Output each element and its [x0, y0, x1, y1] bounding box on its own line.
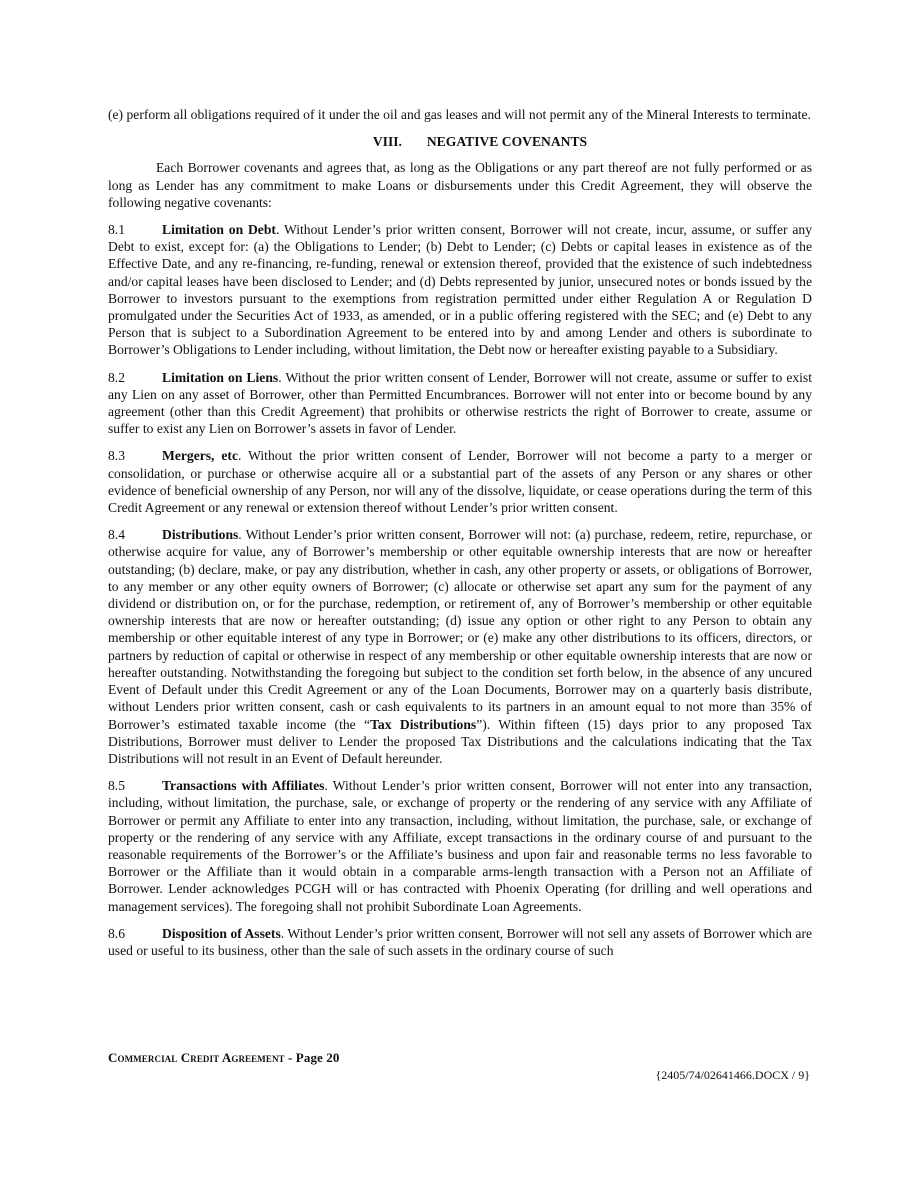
section-number: 8.1 — [108, 222, 125, 238]
section-body: . Without Lender’s prior written consent, Borrower will not enter into any transaction, including, without limitation, the purchase, sale, or exchange of property or the rendering of any service with any Affiliate of Borrower or permit any Affiliate to enter into any transaction, including, without limitation, the purchase, sale, or exchange of property or the rendering of any service with any Affiliate, except transactions in the ordinary course of and pursuant to the reasonable requirements of the Borrower’s or the Affiliate’s business and upon fair and reasonable terms no less favorable to Borrower or the Affiliate than it would obtain in a comparable arms-length transaction with a Person not an Affiliate of Borrower. Lender acknowledges PCGH will or has contracted with Phoenix Operating (for drilling and well operations and management services). The foregoing shall not prohibit Subordinate Loan Agreements. — [108, 778, 812, 914]
section-number: 8.3 — [108, 448, 125, 464]
section-8-3 — [108, 447, 812, 516]
footer-title — [108, 1050, 339, 1066]
section-8-6 — [108, 925, 812, 959]
footer-document-name: Commercial Credit Agreement — [108, 1050, 285, 1065]
section-body: . Without Lender’s prior written consent, Borrower will not sell any assets of Borrower which are used or useful to its business, other than the sale of such assets in the ordinary course of such — [108, 925, 813, 958]
article-heading — [108, 133, 812, 150]
section-title: Distributions — [162, 527, 239, 543]
defined-term: Tax Distributions — [370, 716, 477, 732]
section-title: Limitation on Liens — [162, 369, 279, 385]
section-title: Disposition of Assets — [162, 925, 281, 941]
section-body: . Without the prior written consent of Lender, Borrower will not become a party to a merger or consolidation, or purchase or otherwise acquire all or a substantial part of the assets of any Person or any shares or other evidence of beneficial ownership of any Person, nor will any of the dissolve, liquidate, or cease operations during the term of this Credit Agreement or any renewal or extension thereof without Lender’s prior written consent. — [108, 448, 812, 516]
footer-document-id: {2405/74/02641466.DOCX / 9} — [655, 1068, 810, 1082]
page-content — [108, 106, 812, 959]
section-title: Limitation on Debt — [162, 222, 276, 238]
section-number: 8.4 — [108, 527, 125, 543]
section-8-4 — [108, 526, 812, 767]
section-8-5 — [108, 777, 812, 915]
section-number: 8.2 — [108, 369, 125, 385]
section-8-2 — [108, 369, 812, 438]
section-body-continued: ”). Within fifteen (15) days prior to any proposed Tax Distributions, Borrower must deliver to Lender the proposed Tax Distributions and the calculations indicating that the Tax Distributions will not result in an Event of Default hereunder. — [108, 716, 812, 766]
intro-paragraph: Each Borrower covenants and agrees that, as long as the Obligations or any part thereof are not fully performed or as long as Lender has any commitment to make Loans or disbursements under this Credit Agreement, they will observe the following negative covenants: — [108, 160, 812, 210]
footer-page-number: - Page 20 — [284, 1050, 340, 1065]
article-number: VIII. — [372, 134, 402, 150]
article-title: NEGATIVE COVENANTS — [426, 134, 588, 150]
section-8-1 — [108, 221, 812, 359]
section-number: 8.5 — [108, 778, 125, 794]
section-body: . Without the prior written consent of Lender, Borrower will not create, assume or suffer to exist any Lien on any asset of Borrower, other than Permitted Encumbrances. Borrower will not enter into or become bound by any agreement (other than this Credit Agreement) that prohibits or otherwise restricts the right of Borrower to create, assume or suffer to exist any Lien on Borrower’s assets in favor of Lender. — [108, 369, 812, 437]
section-body: . Without Lender’s prior written consent, Borrower will not: (a) purchase, redeem, retire, repurchase, or otherwise acquire for value, any of Borrower’s membership or other equitable ownership interests that are now or hereafter outstanding; (b) declare, make, or pay any distribution, whether in cash, any other property or assets, or obligations of Borrower, to any member or any other equity owners of Borrower; (c) allocate or otherwise set apart any sum for the payment of any dividend or distribution on, or for the purchase, redemption, or retirement of, any of Borrower’s membership or other equitable ownership interests that are now or hereafter outstanding; (d) issue any option or other right to any Person to obtain any membership or other equitable interest of any type in Borrower; or (e) make any other distributions to its officers, directors, or partners by reduction of capital or otherwise in respect of any membership or other equitable ownership interests that are now or hereafter outstanding. Notwithstanding the foregoing but subject to the condition set forth below, in the absence of any uncured Event of Default under this Credit Agreement or any of the Loan Documents, Borrower may on a quarterly basis distribute, without Lenders prior written consent, cash or cash equivalents to its partners in an amount equal to not more than 35% of Borrower’s estimated taxable income (the “ — [108, 527, 812, 732]
section-title: Mergers, etc — [162, 448, 238, 464]
section-body: . Without Lender’s prior written consent, Borrower will not create, incur, assume, or suffer any Debt to exist, except for: (a) the Obligations to Lender; (b) Debt to Lender; (c) Debts or capital leases in existence as of the Effective Date, and any re-financing, re-funding, renewal or extension thereof, provided that the existence of such indebtedness and/or capital leases have been disclosed to Lender; and (d) Debts represented by junior, unsecured notes or bonds issued by the Borrower to investors pursuant to the exemptions from registration permitted under either Regulation A or Regulation D promulgated under the Securities Act of 1933, as amended, or in a public offering registered with the SEC; and (e) Debt to any Person that is subject to a Subordination Agreement to be entered into by and among Lender and others is subordinate to Borrower’s Obligations to Lender including, without limitation, the Debt now or hereafter existing payable to a Subsidiary. — [108, 222, 812, 358]
section-title: Transactions with Affiliates — [162, 778, 325, 794]
section-number: 8.6 — [108, 925, 125, 941]
top-paragraph: (e) perform all obligations required of it under the oil and gas leases and will not permit any of the Mineral Interests to terminate. — [108, 107, 811, 122]
